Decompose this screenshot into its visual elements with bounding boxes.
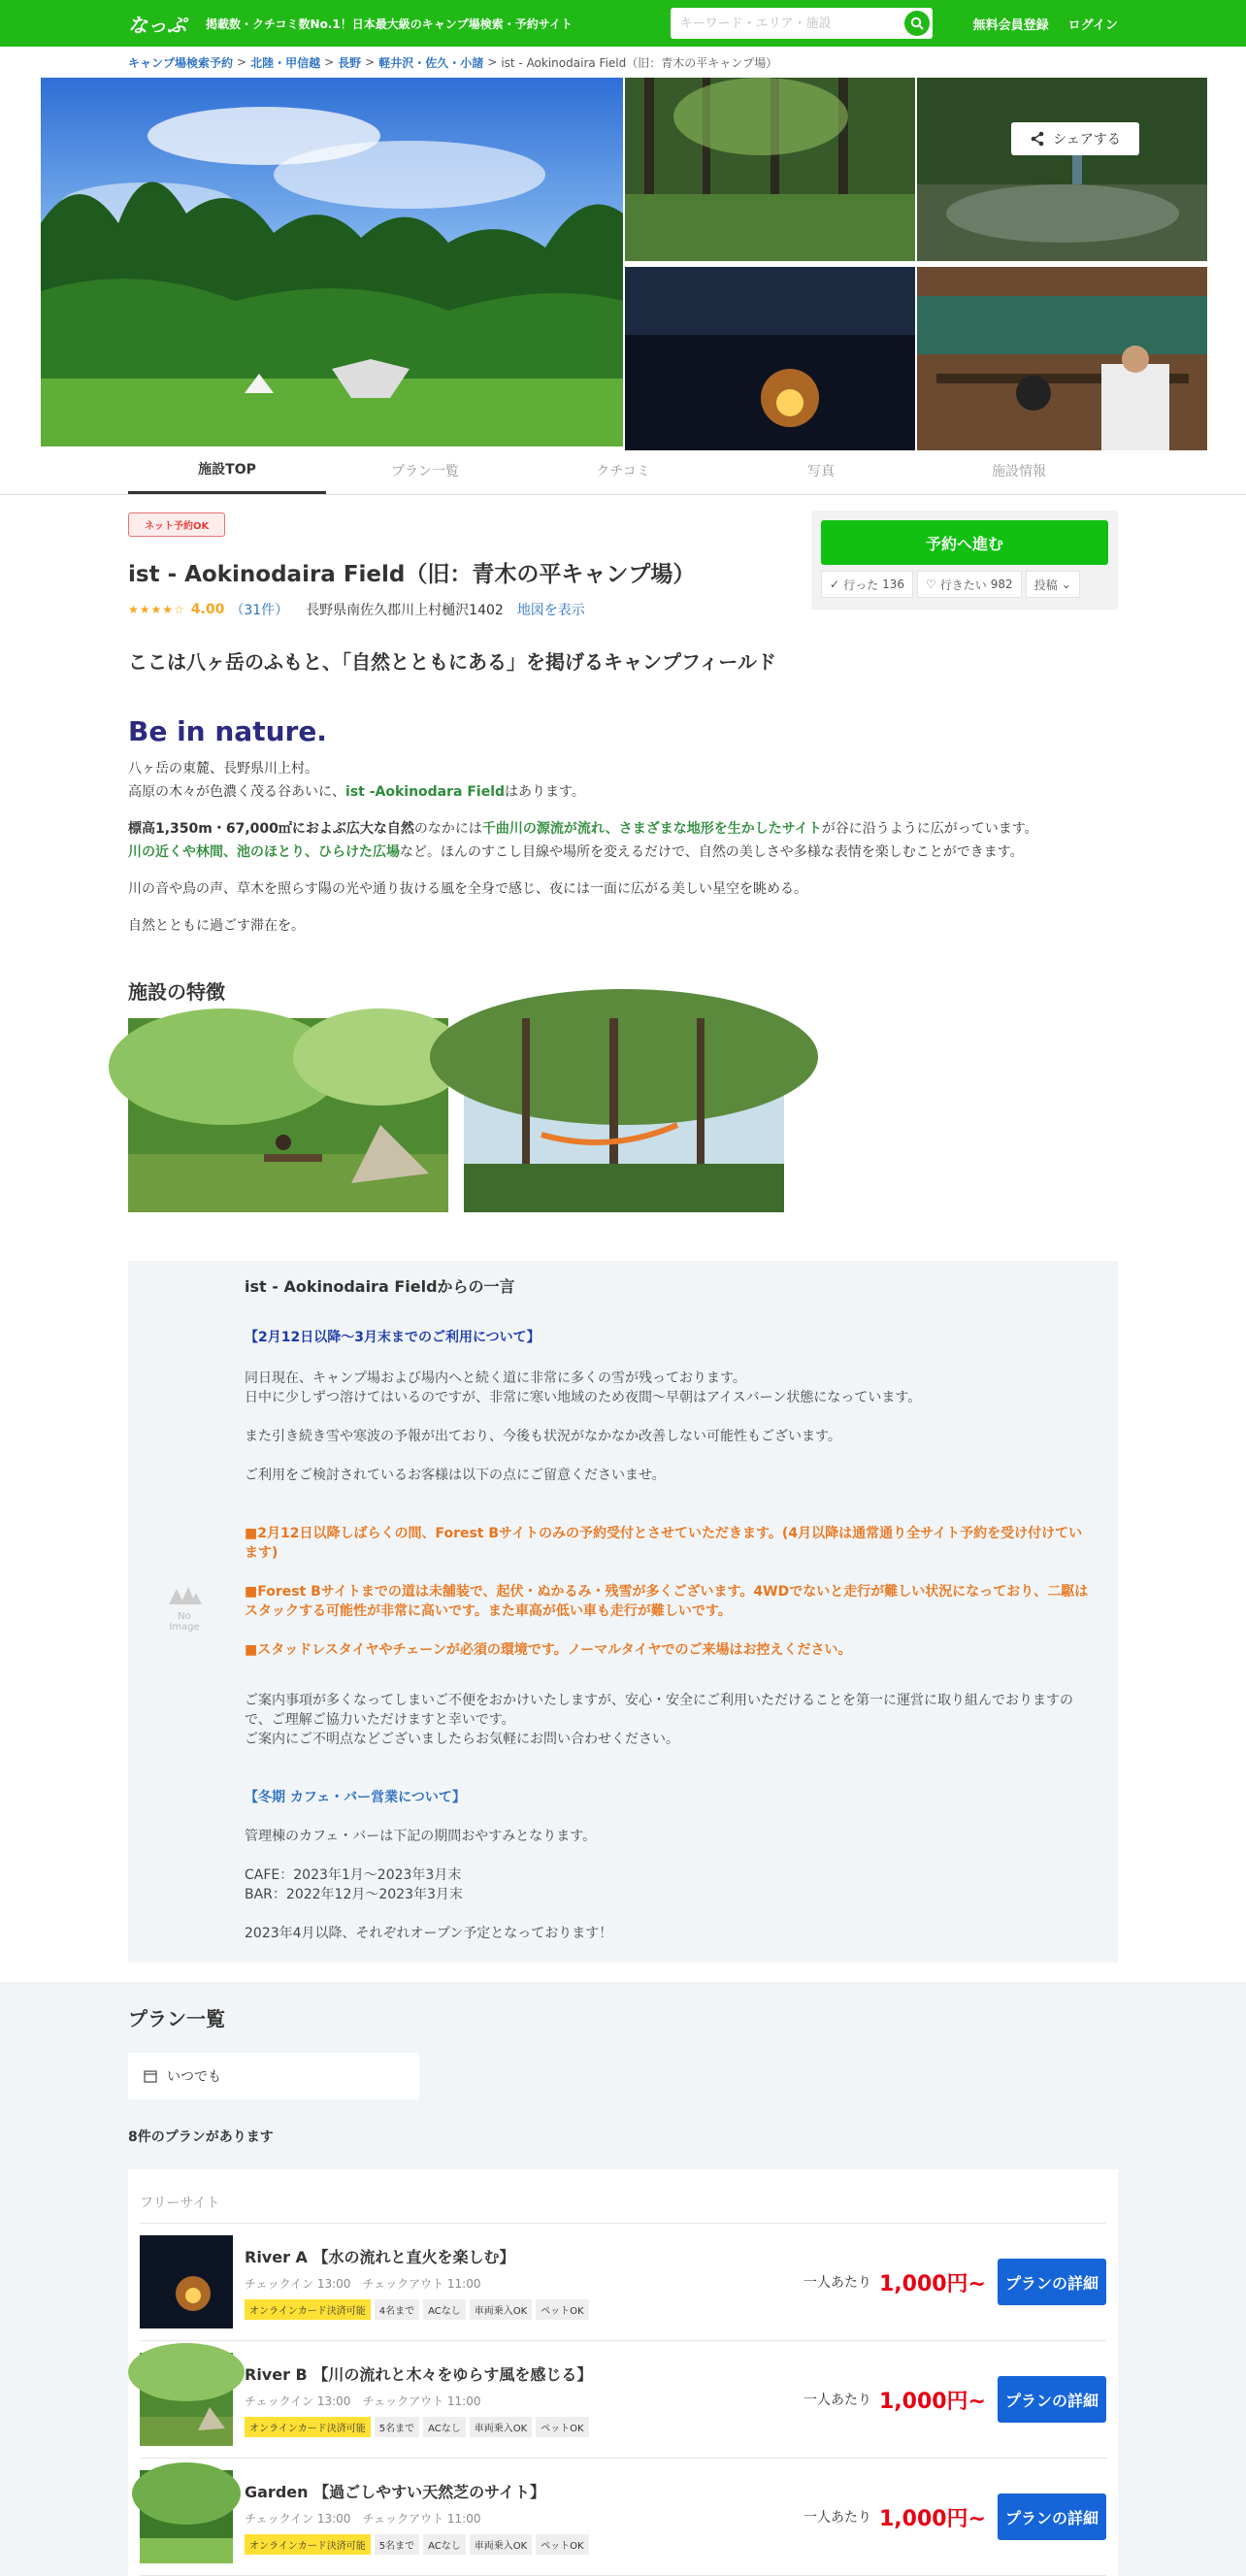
- plan-price: 1,000円~: [878, 2389, 986, 2414]
- plan-checkout: チェックアウト 11:00: [362, 2511, 481, 2526]
- post-dropdown[interactable]: [1026, 571, 1080, 598]
- message-line: また引き続き雪や寒波の予報が出ており、今後も状況がなかなか改善しない可能性もございます。: [245, 1429, 841, 1444]
- plan-list: [128, 2169, 1118, 2576]
- plan-tag: ペットOK: [536, 2299, 588, 2320]
- tab-reviews[interactable]: クチコミ: [596, 463, 650, 479]
- facility-address: 長野県南佐久郡川上村樋沢1402: [306, 603, 504, 618]
- intro-text: 高原の木々が色濃く茂る谷あいに、: [128, 784, 345, 800]
- want-label: 行きたい: [939, 578, 987, 592]
- plan-row: [140, 2341, 1106, 2459]
- plan-tag: オンラインカード決済可能: [245, 2417, 371, 2437]
- plan-tag: 5名まで: [375, 2534, 419, 2555]
- per-person-label: 一人あたり: [803, 2393, 871, 2408]
- facility-title: ist - Aokinodaira Field（旧：青木の平キャンプ場）: [128, 562, 696, 587]
- intro-headline: Be in nature.: [128, 715, 327, 747]
- post-label: 投稿: [1033, 578, 1058, 592]
- message-line: CAFE：2023年1月〜2023年3月末: [245, 1867, 462, 1883]
- plan-tag: オンラインカード決済可能: [245, 2299, 371, 2320]
- per-person-label: 一人あたり: [803, 2510, 871, 2526]
- feature-photo[interactable]: [464, 1018, 784, 1212]
- plan-checkout: チェックアウト 11:00: [362, 2394, 481, 2408]
- intro-paragraph: 自然とともに過ごす滞在を。: [128, 918, 305, 934]
- plans-section: [0, 1982, 1246, 2576]
- message-line: ご案内事項が多くなってしまいご不便をおかけいたしますが、安心・安全にご利用いただけることを第一に運営に取り組んでおりますので、ご理解ご協力いただけますと幸いです。: [245, 1693, 1073, 1728]
- plan-row: [140, 2459, 1106, 2576]
- chevron-down-icon: ⌄: [1061, 578, 1071, 591]
- plan-image[interactable]: [140, 2235, 233, 2328]
- breadcrumb-current: ist - Aokinodaira Field（旧：青木の平キャンプ場）: [501, 55, 778, 70]
- site-tagline: 掲載数・クチコミ数No.1！日本最大級のキャンプ場検索・予約サイト: [206, 17, 573, 31]
- share-button[interactable]: [1011, 122, 1139, 155]
- tab-top[interactable]: 施設TOP: [128, 446, 326, 494]
- site-logo[interactable]: なっぷ: [128, 13, 186, 37]
- breadcrumb: キャンプ場検索予約 > 北陸・甲信越 > 長野 > 軽井沢・佐久・小諸 > ist - Aokinodaira Field（旧：青木の平キャンプ場）: [128, 55, 778, 70]
- date-selector[interactable]: [128, 2053, 419, 2099]
- owner-message: [128, 1261, 1118, 1963]
- want-button[interactable]: [917, 571, 1022, 598]
- intro-highlight: 川の近くや林間、池のほとり、ひらけた広場: [128, 844, 400, 860]
- message-line: ご利用をご検討されているお客様は以下の点にご留意くださいませ。: [245, 1468, 666, 1483]
- plan-image[interactable]: [140, 2470, 233, 2563]
- intro-paragraph: [128, 757, 1118, 804]
- plan-name[interactable]: River A 【水の流れと直火を楽しむ】: [245, 2247, 515, 2266]
- intro-highlight: 千曲川の源流が流れ、さまざまな地形を生かしたサイト: [481, 821, 822, 837]
- message-line: BAR：2022年12月〜2023年3月末: [245, 1887, 463, 1902]
- message-line: 同日現在、キャンプ場および場内へと続く道に非常に多くの雪が残っております。: [245, 1371, 746, 1386]
- plan-checkin: チェックイン 13:00: [245, 2276, 351, 2291]
- share-label: シェアする: [1053, 132, 1121, 148]
- feature-photo[interactable]: [128, 1018, 448, 1212]
- message-section-title: 【2月12日以降〜3月末までのご利用について】: [245, 1330, 541, 1345]
- owner-avatar: [165, 1581, 204, 1633]
- intro-text: のなかには: [413, 821, 482, 837]
- check-icon: ✓: [830, 578, 840, 591]
- plan-tag: ACなし: [423, 2417, 466, 2437]
- plan-price: 1,000円~: [878, 2271, 986, 2296]
- breadcrumb-link[interactable]: キャンプ場検索予約: [128, 55, 234, 70]
- plan-price: 1,000円~: [878, 2506, 986, 2531]
- breadcrumb-link[interactable]: 北陸・甲信越: [250, 55, 321, 70]
- breadcrumb-link[interactable]: 長野: [338, 55, 362, 70]
- plan-image[interactable]: [140, 2353, 233, 2446]
- plan-detail-button[interactable]: プランの詳細: [998, 2376, 1106, 2423]
- plan-checkin: チェックイン 13:00: [245, 2394, 351, 2408]
- avatar-text: No Image: [169, 1611, 200, 1633]
- plan-tag: ペットOK: [536, 2534, 588, 2555]
- message-line: 管理棟のカフェ・バーは下記の期間おやすみとなります。: [245, 1829, 597, 1844]
- plan-tag: オンラインカード決済可能: [245, 2534, 371, 2555]
- rating-stars: ★★★★☆: [128, 603, 185, 616]
- plan-name[interactable]: River B 【川の流れと木々をゆらす風を感じる】: [245, 2364, 593, 2384]
- intro-lead: ここは八ヶ岳のふもと、「自然とともにある」を掲げるキャンプフィールド: [128, 650, 776, 674]
- rating-value: 4.00: [190, 602, 225, 617]
- sub-photo[interactable]: [917, 78, 1207, 265]
- plan-tag: ACなし: [423, 2534, 466, 2555]
- intro-text: が谷に沿うように広がっています。: [821, 821, 1038, 837]
- tab-plans[interactable]: プラン一覧: [391, 463, 459, 479]
- intro-bold: 標高1,350m・67,000㎡におよぶ広大な自然: [128, 821, 414, 837]
- message-warning: ■スタッドレスタイヤやチェーンが必須の環境です。ノーマルタイヤでのご来場はお控えください。: [245, 1642, 852, 1658]
- photo-gallery: [41, 78, 1205, 446]
- intro-text: 八ヶ岳の東麓、長野県川上村。: [128, 761, 318, 776]
- calendar-icon: [144, 2069, 157, 2083]
- message-section-title: 【冬期 カフェ・バー営業について】: [245, 1790, 466, 1805]
- want-count: 982: [990, 578, 1013, 591]
- register-link[interactable]: 無料会員登録: [972, 17, 1049, 33]
- net-booking-badge: ネット予約OK: [128, 512, 225, 537]
- search-icon: [910, 17, 924, 30]
- search-button[interactable]: [904, 11, 930, 36]
- plan-category: フリーサイト: [140, 2169, 1106, 2224]
- plan-tag: 5名まで: [375, 2417, 419, 2437]
- went-label: 行った: [843, 578, 879, 592]
- tab-photos[interactable]: 写真: [807, 463, 835, 479]
- intro-paragraph: 川の音や鳥の声、草木を照らす陽の光や通り抜ける風を全身で感じ、夜には一面に広がる美しい星空を眺める。: [128, 881, 807, 897]
- plan-name[interactable]: Garden 【過ごしやすい天然芝のサイト】: [245, 2482, 545, 2501]
- went-button[interactable]: [821, 571, 913, 598]
- message-line: 日中に少しずつ溶けてはいるのですが、非常に寒い地域のため夜間〜早朝はアイスバーン状態になっています。: [245, 1390, 922, 1405]
- went-count: 136: [882, 578, 904, 591]
- booking-box: [811, 511, 1118, 610]
- plan-count: 8件のプランがあります: [128, 2130, 274, 2145]
- message-warning: ■Forest Bサイトまでの道は未舗装で、起伏・ぬかるみ・残雪が多くございます。4WDでないと走行が難しい状況になっており、二駆はスタックする可能性が非常に高いです。また車高が低い車も走行が難しいです。: [245, 1584, 1089, 1619]
- sub-photo[interactable]: [625, 78, 915, 265]
- features-title: 施設の特徴: [128, 980, 225, 1004]
- per-person-label: 一人あたり: [803, 2275, 871, 2291]
- plan-detail-button[interactable]: プランの詳細: [998, 2259, 1106, 2305]
- main-content: [128, 495, 1118, 1963]
- breadcrumb-link[interactable]: 軽井沢・佐久・小諸: [378, 55, 484, 70]
- plan-tag: 4名まで: [375, 2299, 419, 2320]
- search-box: [671, 8, 933, 39]
- main-photo[interactable]: [41, 78, 623, 446]
- sub-photo[interactable]: [625, 267, 915, 454]
- plans-title: プラン一覧: [128, 2007, 225, 2031]
- plan-checkin: チェックイン 13:00: [245, 2511, 351, 2526]
- plan-tag: 車両乗入OK: [470, 2417, 532, 2437]
- search-input[interactable]: [671, 8, 894, 39]
- plan-tag: 車両乗入OK: [470, 2299, 532, 2320]
- login-link[interactable]: ログイン: [1067, 17, 1118, 33]
- plan-tag: 車両乗入OK: [470, 2534, 532, 2555]
- no-image-icon: [165, 1581, 204, 1608]
- intro-highlight: ist -Aokinodara Field: [345, 784, 506, 800]
- message-line: ご案内にご不明点などございましたらお気軽にお問い合わせください。: [245, 1732, 679, 1747]
- intro-text: など。ほんのすこし目線や場所を変えるだけで、自然の美しさや多様な表情を楽しむことができます。: [400, 844, 1024, 860]
- plan-detail-button[interactable]: プランの詳細: [998, 2493, 1106, 2540]
- sub-photo[interactable]: [917, 267, 1207, 454]
- share-icon: [1030, 131, 1045, 147]
- message-heading: ist - Aokinodaira Fieldからの一言: [245, 1277, 515, 1296]
- site-header: [0, 0, 1246, 47]
- date-label: いつでも: [167, 2069, 221, 2085]
- intro-paragraph: [128, 817, 1118, 864]
- plan-checkout: チェックアウト 11:00: [362, 2276, 481, 2291]
- plan-tag: ペットOK: [536, 2417, 588, 2437]
- plan-row: [140, 2224, 1106, 2341]
- heart-icon: ♡: [925, 578, 936, 591]
- map-link[interactable]: 地図を表示: [516, 603, 585, 618]
- message-warning: ■2月12日以降しばらくの間、Forest Bサイトのみの予約受付とさせていただきます。(4月以降は通常通り全サイト予約を受け付けています): [245, 1526, 1083, 1561]
- message-line: 2023年4月以降、それぞれオープン予定となっております！: [245, 1926, 613, 1941]
- book-button[interactable]: 予約へ進む: [821, 520, 1108, 565]
- intro-text: はあります。: [505, 784, 585, 800]
- review-count-link[interactable]: （31件）: [230, 603, 289, 618]
- plan-tag: ACなし: [423, 2299, 466, 2320]
- feature-photos: [128, 1018, 1118, 1212]
- tab-info[interactable]: 施設情報: [992, 463, 1046, 479]
